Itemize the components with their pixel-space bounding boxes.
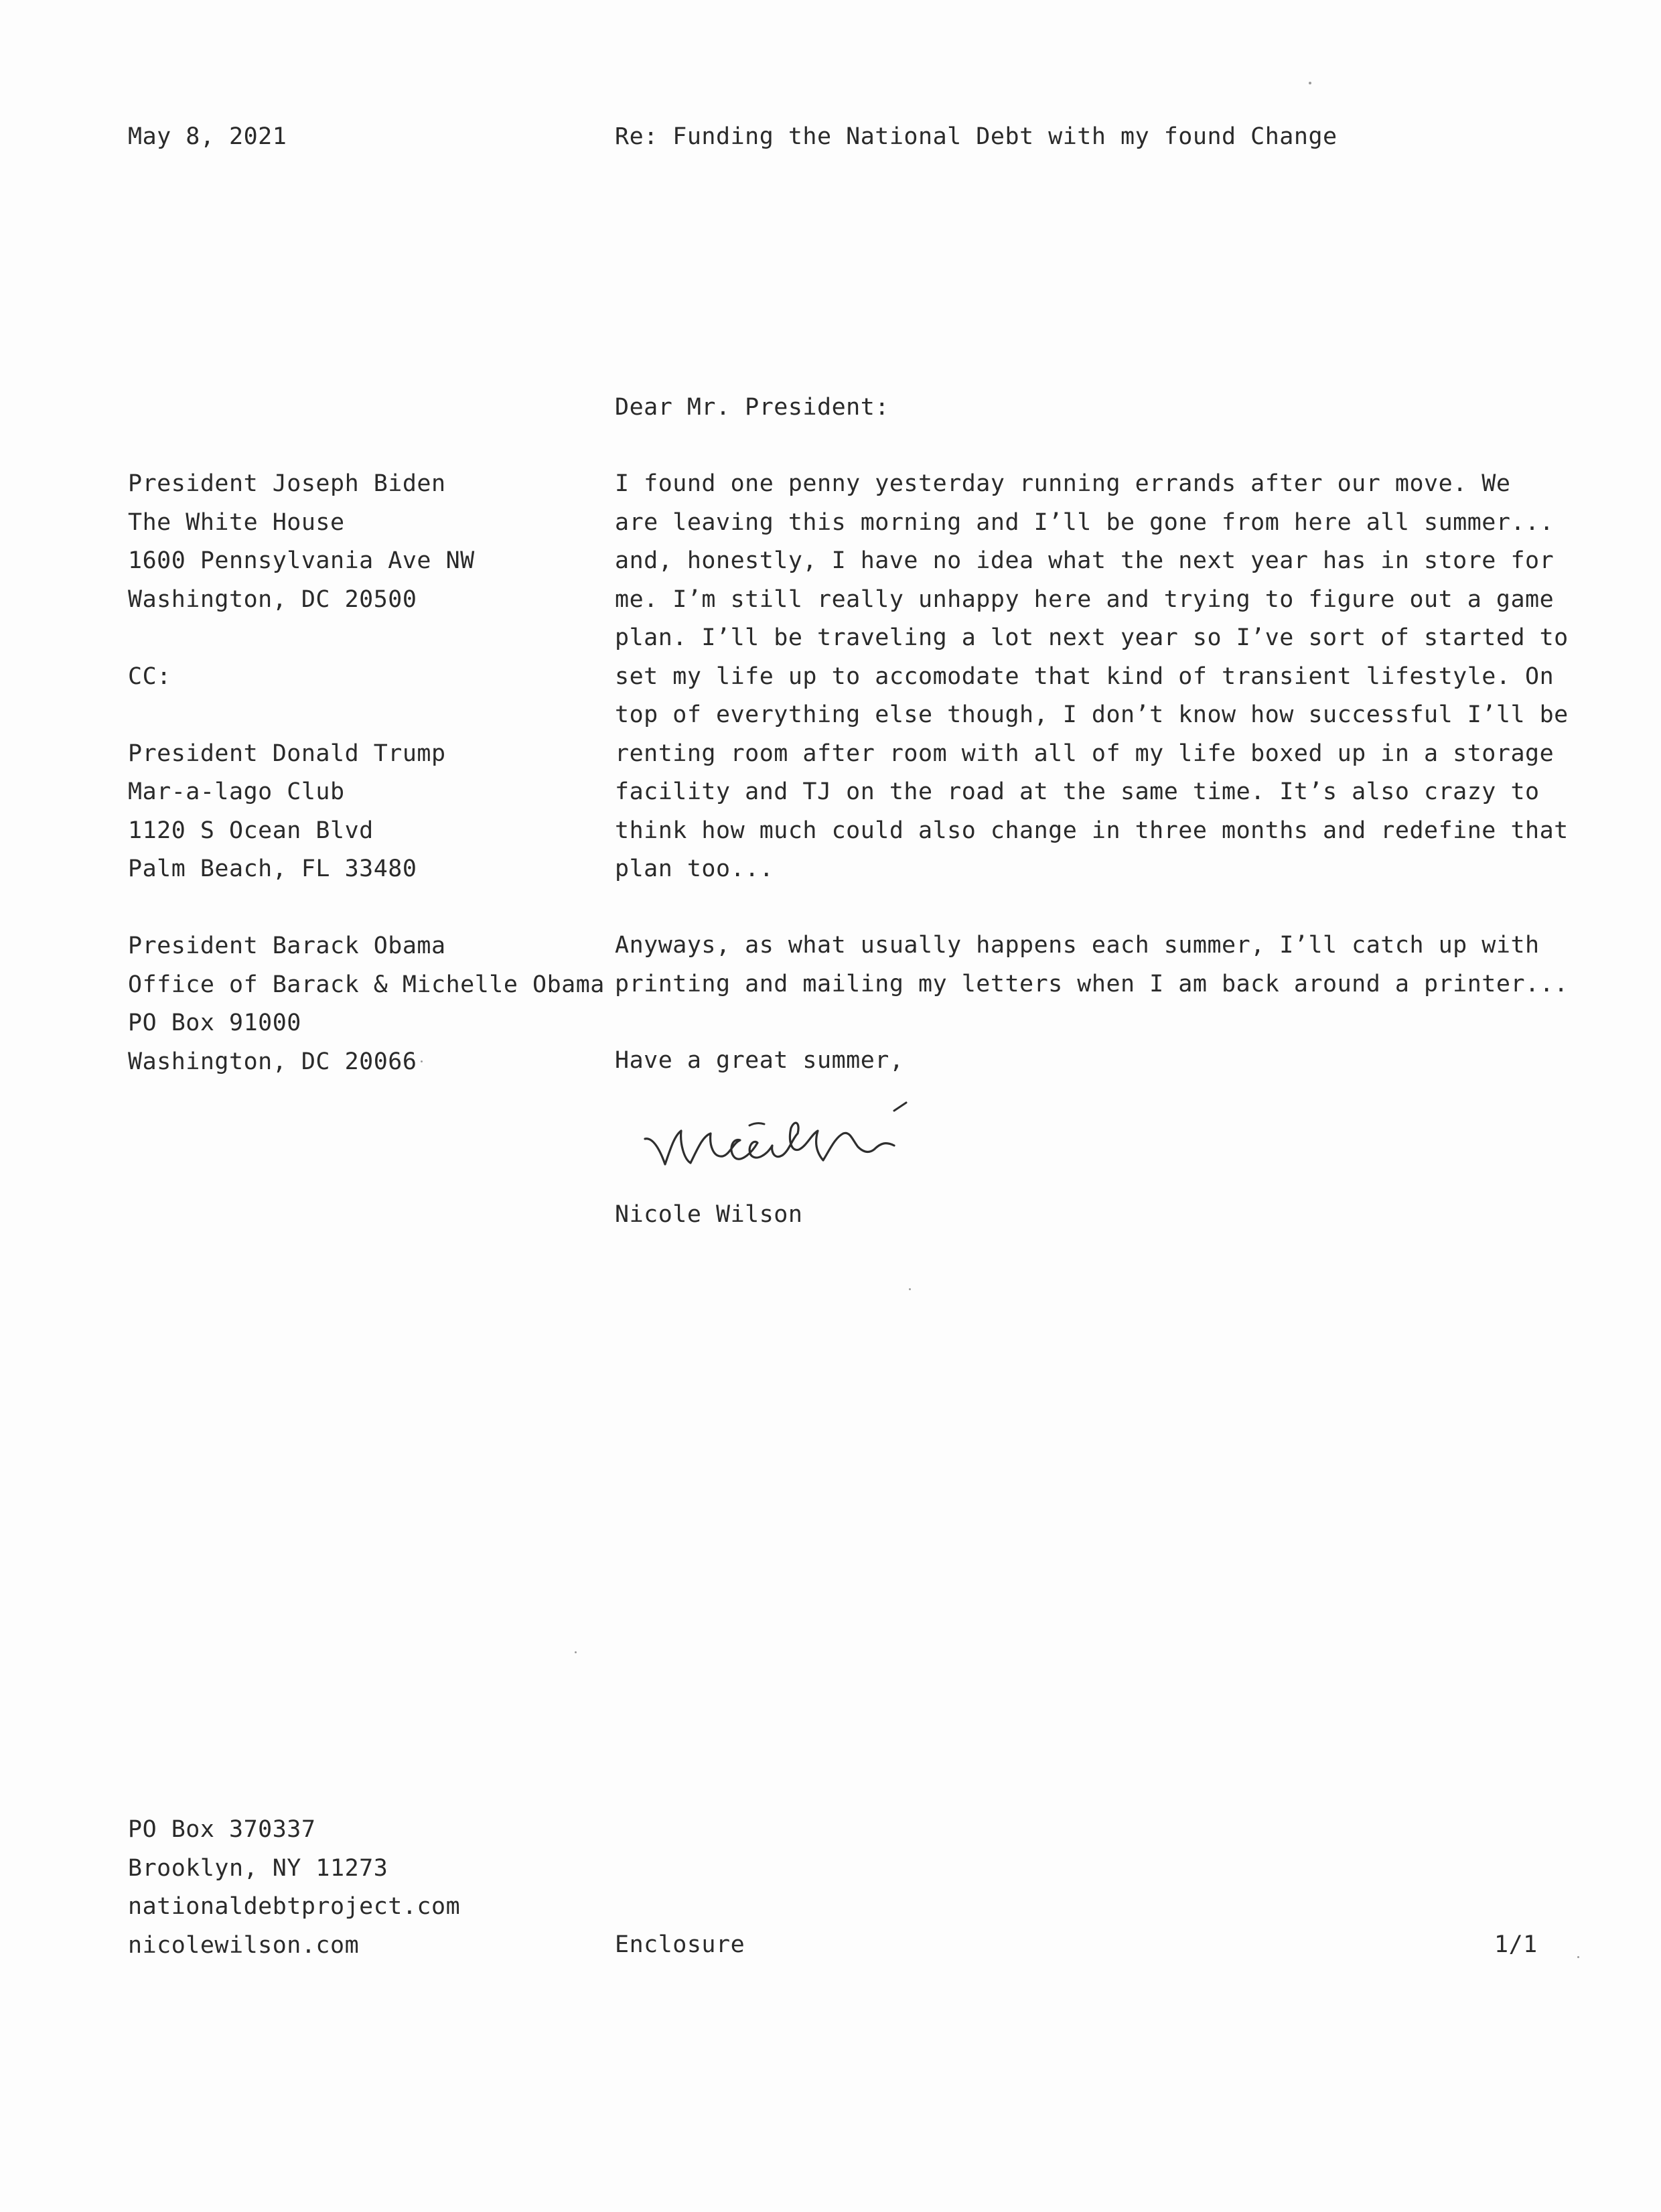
primary-recipient-address — [128, 465, 605, 619]
address-line: Office of Barack & Michelle Obama — [128, 971, 605, 998]
return-address — [128, 1811, 460, 1965]
scan-speck — [421, 1060, 423, 1062]
body-line: printing and mailing my letters when I am back around a printer... — [615, 970, 1569, 997]
cc-recipient-address-2 — [128, 927, 605, 1081]
body-line: Anyways, as what usually happens each summer, I’ll catch up with — [615, 932, 1540, 959]
body-line: think how much could also change in three months and redefine that — [615, 817, 1569, 844]
address-line: Palm Beach, FL 33480 — [128, 855, 417, 882]
signer-name: Nicole Wilson — [615, 1201, 803, 1228]
body-line: renting room after room with all of my life boxed up in a storage — [615, 740, 1555, 767]
scan-speck — [1577, 1956, 1579, 1958]
closing: Have a great summer, — [615, 1047, 904, 1074]
enclosure-note: Enclosure — [615, 1931, 745, 1958]
salutation: Dear Mr. President: — [615, 394, 889, 421]
scan-speck — [575, 1651, 577, 1653]
body-line: are leaving this morning and I’ll be gone from here all summer... — [615, 508, 1555, 536]
address-line: Washington, DC 20500 — [128, 585, 417, 613]
address-line: PO Box 370337 — [128, 1816, 316, 1843]
page-number: 1/1 — [1494, 1931, 1538, 1958]
body-line: facility and TJ on the road at the same time. It’s also crazy to — [615, 778, 1540, 805]
handwritten-signature — [640, 1099, 968, 1179]
address-line: Brooklyn, NY 11273 — [128, 1854, 388, 1882]
body-paragraph-2 — [615, 926, 1569, 1004]
body-line: me. I’m still really unhappy here and trying to figure out a game — [615, 585, 1555, 613]
body-line: I found one penny yesterday running errands after our move. We — [615, 470, 1511, 497]
scan-speck — [1309, 82, 1311, 84]
address-line: President Donald Trump — [128, 740, 446, 767]
address-line: President Barack Obama — [128, 932, 446, 959]
recipient-block — [128, 465, 605, 1081]
body-line: set my life up to accomodate that kind of transient lifestyle. On — [615, 663, 1555, 690]
body-line: plan. I’ll be traveling a lot next year so I’ve sort of started to — [615, 624, 1569, 651]
website-link: nicolewilson.com — [128, 1931, 360, 1959]
address-line: 1120 S Ocean Blvd — [128, 817, 374, 844]
letter-date: May 8, 2021 — [128, 123, 287, 150]
address-line: Mar-a-lago Club — [128, 778, 345, 805]
address-line: President Joseph Biden — [128, 470, 446, 497]
scan-speck — [909, 1288, 911, 1290]
address-line: 1600 Pennsylvania Ave NW — [128, 547, 475, 574]
body-paragraph-1 — [615, 465, 1569, 889]
letter-subject: Re: Funding the National Debt with my found Change — [615, 123, 1338, 150]
body-line: plan too... — [615, 855, 774, 882]
website-link: nationaldebtproject.com — [128, 1893, 461, 1920]
cc-label: CC: — [128, 663, 171, 690]
body-line: top of everything else though, I don’t know how successful I’ll be — [615, 701, 1569, 728]
address-line: PO Box 91000 — [128, 1010, 301, 1036]
address-line: Washington, DC 20066 — [128, 1048, 417, 1075]
cc-recipient-address-1 — [128, 735, 605, 889]
body-line: and, honestly, I have no idea what the next year has in store for — [615, 547, 1555, 574]
address-line: The White House — [128, 508, 345, 536]
